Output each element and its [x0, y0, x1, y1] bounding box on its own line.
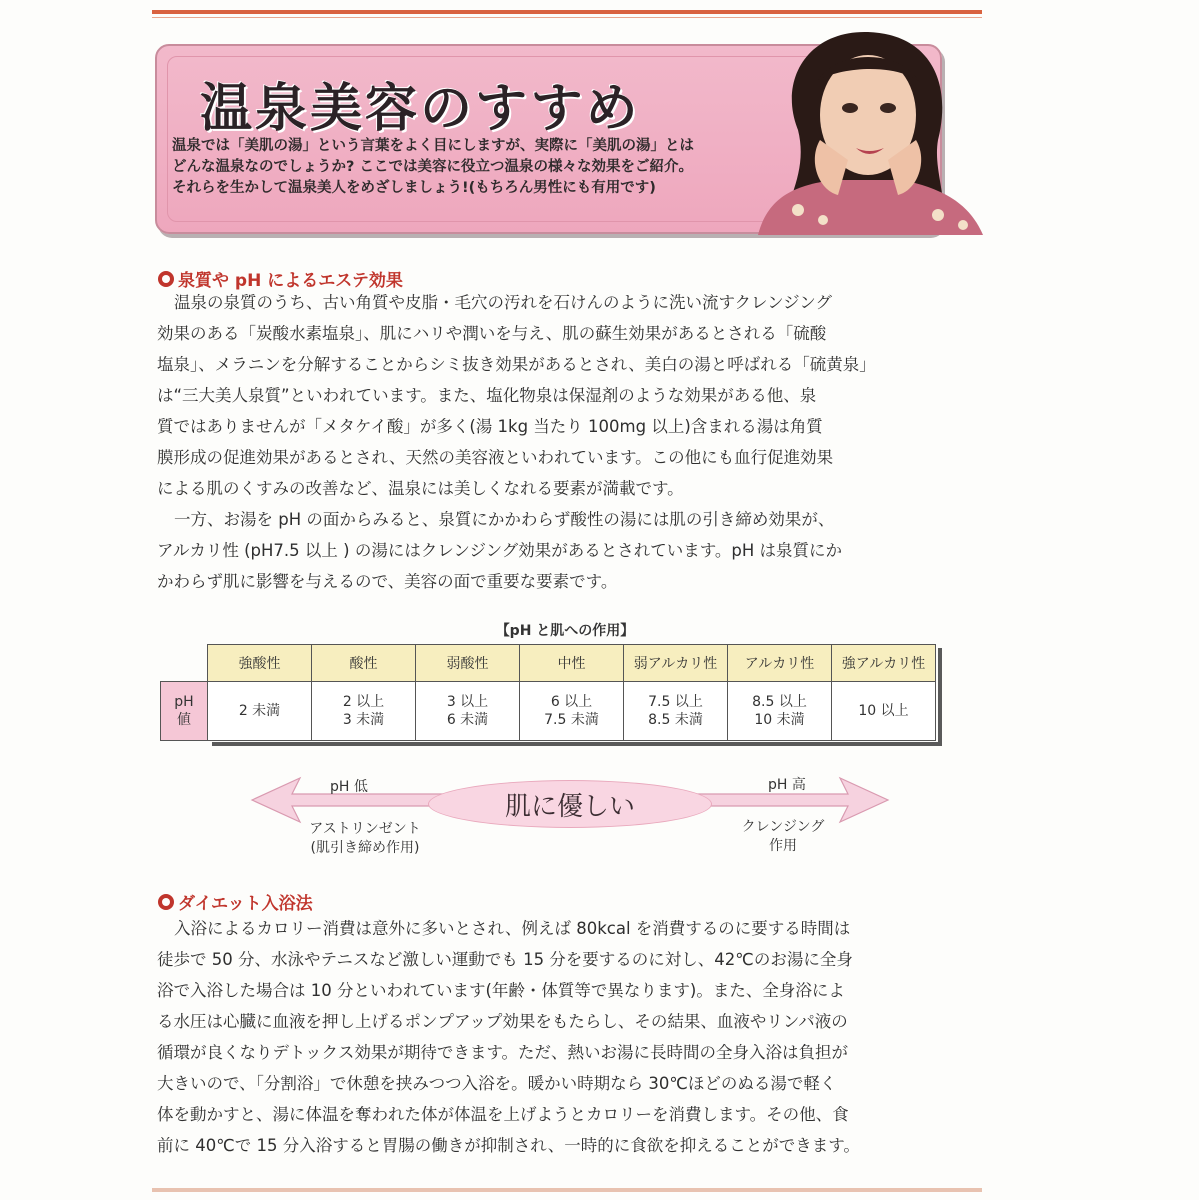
- section-heading-text: 泉質や pH によるエステ効果: [178, 271, 403, 291]
- table-shadow: [212, 742, 942, 746]
- body-line: 徒歩で 50 分、水泳やテニスなど激しい運動でも 15 分を要するのに対し、42℃のお湯に全身: [157, 950, 853, 969]
- section-heading-diet: [158, 889, 313, 914]
- page-title: 温泉美容のすすめ: [200, 78, 641, 139]
- table-row: [161, 682, 936, 741]
- astringent-label: [300, 820, 430, 858]
- intro-line: どんな温泉なのでしょうか? ここでは美容に役立つ温泉の様々な効果をご紹介。: [172, 159, 693, 175]
- astringent-line: (肌引き締め作用): [310, 840, 420, 856]
- cell-line: 2 未満: [238, 703, 281, 719]
- table-cell: [832, 682, 936, 741]
- intro-line: それらを生かして温泉美人をめざしましょう!(もちろん男性にも有用です): [172, 180, 656, 196]
- intro-text: [172, 136, 772, 199]
- table-cell: [728, 682, 832, 741]
- cell-line: 10 未満: [754, 712, 805, 728]
- gentle-label: 肌に優しい: [504, 791, 635, 822]
- astringent-line: アストリンゼント: [309, 821, 421, 837]
- table-cell: [520, 682, 624, 741]
- ph-table: [160, 644, 936, 741]
- body-line: は“三大美人泉質”といわれています。また、塩化物泉は保湿剤のような効果がある他、泉: [157, 386, 817, 405]
- cell-line: 10 以上: [858, 703, 909, 719]
- ph-high-label: pH 高: [768, 777, 806, 793]
- ph-low-label: pH 低: [330, 779, 368, 795]
- cleansing-label: [728, 818, 838, 856]
- cell-line: 8.5 未満: [648, 712, 703, 728]
- table-column-header: 強酸性: [208, 645, 312, 682]
- table-title: 【pH と肌への作用】: [495, 623, 635, 639]
- body-line: る水圧は心臓に血液を押し上げるポンプアップ効果をもたらし、その結果、血液やリンパ液の: [157, 1012, 848, 1031]
- table-cell: [624, 682, 728, 741]
- top-border-rule: [152, 10, 982, 14]
- table-column-header: 弱アルカリ性: [624, 645, 728, 682]
- body-line: 温泉の泉質のうち、古い角質や皮脂・毛穴の汚れを石けんのように洗い流すクレンジング: [174, 293, 832, 312]
- body-line: 大きいので、「分割浴」で休憩を挟みつつ入浴を。暖かい時期なら 30℃ほどのぬる湯で軽く: [157, 1074, 837, 1093]
- body-line: による肌のくすみの改善など、温泉には美しくなれる要素が満載です。: [157, 479, 684, 498]
- table-cell: [312, 682, 416, 741]
- table-row-header: [161, 682, 208, 741]
- body-line: 体を動かすと、湯に体温を奪われた体が体温を上げようとカロリーを消費します。その他、食: [157, 1105, 849, 1124]
- body-line: 循環が良くなりデトックス効果が期待できます。ただ、熱いお湯に長時間の全身入浴は負担が: [157, 1043, 849, 1062]
- table-column-header: 弱酸性: [416, 645, 520, 682]
- intro-line: 温泉では「美肌の湯」という言葉をよく目にしますが、実際に「美肌の湯」とは: [172, 138, 694, 154]
- body-line: 塩泉」、メラニンを分解することからシミ抜き効果があるとされ、美白の湯と呼ばれる「硫黄泉」: [157, 355, 876, 374]
- table-column-header: 中性: [520, 645, 624, 682]
- bottom-border-rule: [152, 1188, 982, 1192]
- table-column-header: 酸性: [312, 645, 416, 682]
- woman-photo: [738, 20, 988, 235]
- top-border-rule-thin: [152, 17, 982, 18]
- section1-body: [157, 287, 947, 597]
- table-shadow-side: [938, 648, 942, 746]
- body-line: 入浴によるカロリー消費は意外に多いとされ、例えば 80kcal を消費するのに要する時間は: [174, 919, 851, 938]
- cell-line: 8.5 以上: [752, 694, 807, 710]
- bullet-mark-icon: [158, 271, 174, 287]
- body-line: 前に 40℃で 15 分入浴すると胃腸の働きが抑制され、一時的に食欲を抑えることができます。: [157, 1136, 860, 1155]
- body-line: 浴で入浴した場合は 10 分といわれています(年齢・体質等で異なります)。また、全身浴によ: [157, 981, 845, 1000]
- cell-line: 6 未満: [446, 712, 489, 728]
- cell-line: 2 以上: [342, 694, 385, 710]
- table-cell: [416, 682, 520, 741]
- body-line: 膜形成の促進効果があるとされ、天然の美容液といわれています。この他にも血行促進効果: [157, 448, 834, 467]
- cell-line: 3 以上: [446, 694, 489, 710]
- cell-line: 3 未満: [342, 712, 385, 728]
- table-column-header: 強アルカリ性: [832, 645, 936, 682]
- bullet-mark-icon: [158, 894, 174, 910]
- body-line: 一方、お湯を pH の面からみると、泉質にかかわらず酸性の湯には肌の引き締め効果が、: [174, 510, 835, 529]
- table-column-header: アルカリ性: [728, 645, 832, 682]
- row-header-line: 値: [177, 712, 191, 728]
- cell-line: 7.5 未満: [544, 712, 599, 728]
- table-corner: [161, 645, 208, 682]
- body-line: 質ではありませんが「メタケイ酸」が多く(湯 1kg 当たり 100mg 以上)含まれる湯は角質: [157, 417, 823, 436]
- cell-line: 6 以上: [550, 694, 593, 710]
- cleansing-line: 作用: [769, 838, 797, 854]
- body-line: アルカリ性 (pH7.5 以上 ) の湯にはクレンジング効果があるとされています。pH は泉質にか: [157, 541, 843, 560]
- section2-body: [157, 913, 947, 1161]
- table-header-row: [161, 645, 936, 682]
- table-cell: [208, 682, 312, 741]
- gentle-on-skin-ellipse: [428, 780, 712, 828]
- cell-line: 7.5 以上: [648, 694, 703, 710]
- body-line: 効果のある「炭酸水素塩泉」、肌にハリや潤いを与え、肌の蘇生効果があるとされる「硫酸: [157, 324, 827, 343]
- row-header-line: pH: [174, 694, 194, 710]
- cleansing-line: クレンジング: [741, 819, 825, 835]
- body-line: かわらず肌に影響を与えるので、美容の面で重要な要素です。: [157, 572, 618, 591]
- section-heading-text: ダイエット入浴法: [178, 894, 313, 914]
